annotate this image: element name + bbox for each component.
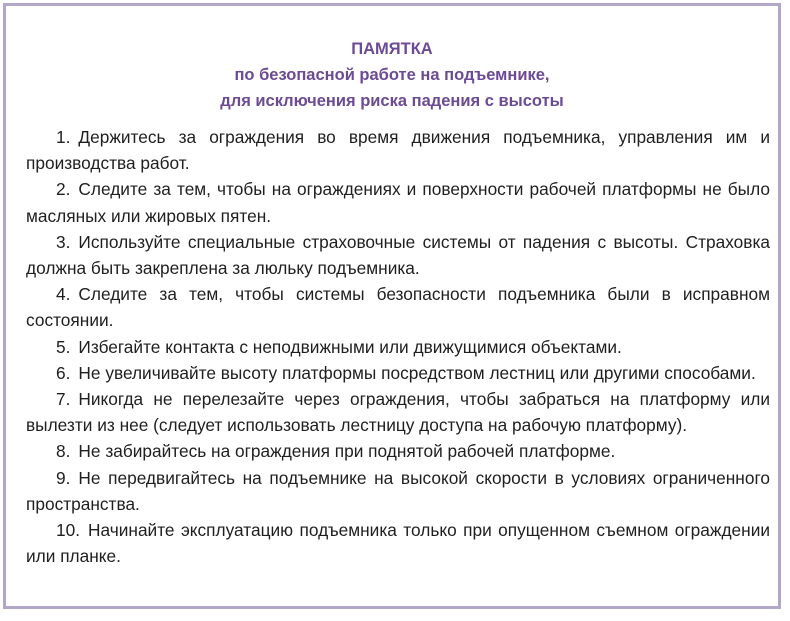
memo-item-number: 5. <box>56 336 71 357</box>
memo-item-number: 2. <box>56 179 71 200</box>
memo-item-number: 4. <box>56 284 71 305</box>
memo-item-text: Никогда не перелезайте через ограждения, чтобы забраться на платформу или вылезти из нее (следует использовать лестницу доступа на рабочую платформу). <box>26 389 770 436</box>
memo-subtitle-line-2: для исключения риска падения с высоты <box>220 92 564 110</box>
memo-subtitle-line-1: по безопасной работе на подъемнике, <box>234 66 550 84</box>
memo-header <box>6 36 778 114</box>
memo-item-9 <box>26 465 770 517</box>
memo-item-8 <box>26 438 770 464</box>
memo-item-1 <box>26 124 770 176</box>
memo-item-number: 9. <box>56 467 71 488</box>
memo-item-text: Избегайте контакта с неподвижными или движущимися объектами. <box>78 336 622 357</box>
memo-item-6 <box>26 360 770 386</box>
memo-item-3 <box>26 229 770 281</box>
memo-title: ПАМЯТКА <box>351 40 433 58</box>
memo-item-text: Следите за тем, чтобы на ограждениях и поверхности рабочей платформы не было масляных или жировых пятен. <box>26 179 770 226</box>
memo-item-text: Не забирайтесь на ограждения при поднятой рабочей платформе. <box>78 441 616 462</box>
memo-item-text: Держитесь за ограждения во время движения подъемника, управления им и производства работ. <box>26 127 770 174</box>
memo-item-text: Не увеличивайте высоту платформы посредством лестниц или другими способами. <box>78 362 756 383</box>
memo-item-number: 1. <box>56 127 71 147</box>
memo-item-number: 6. <box>56 362 71 383</box>
memo-item-number: 7. <box>56 389 71 410</box>
memo-item-list <box>26 124 770 569</box>
memo-item-number: 3. <box>56 231 71 252</box>
memo-item-7 <box>26 386 770 438</box>
memo-item-number: 10. <box>56 520 81 541</box>
memo-item-2 <box>26 176 770 228</box>
memo-item-4 <box>26 281 770 333</box>
memo-item-text: Начинайте эксплуатацию подъемника только при опущенном съемном ограждении или планке. <box>26 520 770 567</box>
memo-item-text: Не передвигайтесь на подъемнике на высокой скорости в условиях ограниченного пространства. <box>26 467 770 514</box>
memo-panel <box>3 3 781 609</box>
memo-item-text: Следите за тем, чтобы системы безопасности подъемника были в исправном состоянии. <box>26 284 770 331</box>
memo-item-number: 8. <box>56 441 71 462</box>
memo-item-10 <box>26 517 770 569</box>
memo-item-5 <box>26 334 770 360</box>
memo-item-text: Используйте специальные страховочные системы от падения с высоты. Страховка должна быть закреплена за люльку подъемника. <box>26 231 770 279</box>
